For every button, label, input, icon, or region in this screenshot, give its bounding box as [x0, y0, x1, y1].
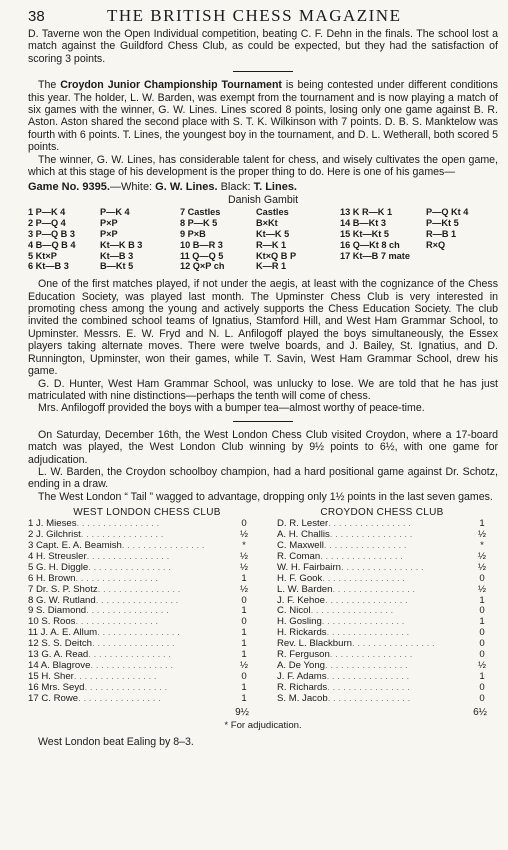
west-london-player-name: 9 S. Diamond — [28, 606, 87, 617]
player-score: 1 — [241, 605, 247, 617]
leader-dots: . . . . . . . . . . . . . . . . — [320, 551, 403, 562]
west-london-player-name: 16 Mrs. Seyd — [28, 682, 85, 693]
player-row — [277, 672, 487, 683]
page-number: 38 — [28, 8, 45, 25]
player-row — [277, 650, 487, 661]
leader-dots: . . . . . . . . . . . . . . . . — [95, 595, 179, 606]
croydon-player-name: R. Coman — [277, 551, 321, 562]
leader-dots: . . . . . . . . . . . . . . . . — [327, 693, 411, 704]
leader-dots: . . . . . . . . . . . . . . . . — [121, 540, 205, 551]
player-row — [277, 694, 487, 705]
move: 3 P—Q B 3 — [28, 229, 75, 240]
player-score: 0 — [241, 670, 247, 682]
move: R—B 1 — [426, 229, 457, 240]
move: 5 Kt×P — [28, 250, 57, 261]
leader-dots: . . . . . . . . . . . . . . . . — [75, 573, 159, 584]
move: P×P — [100, 229, 118, 240]
player-score: 0 — [479, 692, 485, 704]
paragraph-tail: The West London “ Tail ” wagged to advantage, dropping only 1½ points in the last seven games. — [38, 490, 493, 503]
player-score: 0 — [479, 605, 485, 617]
page-header — [28, 6, 498, 28]
move: P×P — [100, 218, 118, 229]
player-score: ½ — [477, 659, 486, 671]
move: Kt—B 3 — [100, 250, 134, 261]
move: R—K 1 — [256, 239, 287, 250]
text-span: is being contested under different conditions this year. The holder, L. W. Barden, was exempt from the tournament and is now playing a match of six games with the winner, G. W. Lines. Lines scored 8 points, losing only one game against B. R. Aston. Aston shared the second place with S. T. K. Wilkinson with 7 points. D. B. S. Manktelow was fourth with 6 points. T. Lines, the youngest boy in the tournament, and D. L. Wetherall, both scored 5 points. — [28, 79, 498, 154]
croydon-player-name: S. M. Jacob — [277, 693, 328, 704]
player-score: 0 — [479, 649, 485, 661]
west-london-player-name: 12 S. S. Deitch — [28, 639, 92, 650]
right-total: 6½ — [473, 706, 487, 718]
leader-dots: . . . . . . . . . . . . . . . . — [326, 628, 410, 639]
black-player: T. Lines. — [253, 181, 297, 194]
player-row — [28, 683, 249, 694]
leader-dots: . . . . . . . . . . . . . . . . — [90, 660, 174, 671]
leader-dots: . . . . . . . . . . . . . . . . — [352, 639, 435, 650]
player-score: ½ — [239, 583, 248, 595]
move-column — [28, 207, 100, 272]
paragraph-hunter: G. D. Hunter, West Ham Grammar School, was unlucky to lose. We are told that he has just matriculated with nine distinctions—perhaps the tenth will come of chess. — [28, 377, 498, 402]
player-row — [277, 552, 487, 563]
player-score: 1 — [479, 670, 485, 682]
player-score: 1 — [479, 594, 485, 606]
paragraph-barden: L. W. Barden, the Croydon schoolboy champion, had a hard positional game against Dr. Schotz, ending in a draw. — [28, 465, 498, 491]
magazine-title: THE BRITISH CHESS MAGAZINE — [107, 6, 402, 25]
croydon-player-name: D. R. Lester — [277, 519, 329, 530]
white-label: —White: — [109, 181, 156, 194]
move: P—K 4 — [100, 207, 130, 218]
section-divider — [233, 421, 293, 422]
west-london-player-name: 4 H. Streusler — [28, 551, 87, 562]
player-row — [277, 530, 487, 541]
leader-dots: . . . . . . . . . . . . . . . . — [84, 682, 168, 693]
player-score: 0 — [241, 616, 247, 628]
move: P—Kt 5 — [426, 218, 459, 229]
west-london-player-name: 2 J. Gilchrist — [28, 530, 81, 541]
player-score: 1 — [241, 572, 247, 584]
player-score: 0 — [479, 681, 485, 693]
move: Kt—K B 3 — [100, 239, 143, 250]
croydon-player-name: H. Gosling — [277, 617, 322, 628]
player-row — [277, 574, 487, 585]
move-column — [340, 207, 426, 272]
leader-dots: . . . . . . . . . . . . . . . . — [97, 584, 181, 595]
player-score: * — [242, 539, 246, 551]
west-london-player-name: 13 G. A. Read — [28, 650, 89, 661]
leader-dots: . . . . . . . . . . . . . . . . — [78, 693, 161, 704]
player-score: * — [480, 539, 484, 551]
match-totals — [28, 707, 498, 718]
player-row — [277, 606, 487, 617]
player-score: 1 — [241, 692, 247, 704]
leader-dots: . . . . . . . . . . . . . . . . — [80, 530, 164, 541]
leader-dots: . . . . . . . . . . . . . . . . — [76, 519, 160, 530]
paragraph-taverne: D. Taverne won the Open Individual competition, beating C. F. Dehn in the finals. The school lost a match against the Guildford Chess Club, as could be expected, but they had the satisfaction of scoring 3 points. — [28, 28, 498, 65]
leader-dots: . . . . . . . . . . . . . . . . — [329, 530, 413, 541]
move: B—Kt 5 — [100, 261, 134, 272]
move: 10 B—R 3 — [180, 239, 223, 250]
west-london-player-name: 6 H. Brown — [28, 573, 76, 584]
west-london-player-name: 3 Capt. E. A. Beamish — [28, 540, 122, 551]
move: 13 K R—K 1 — [340, 207, 393, 218]
player-score: ½ — [239, 529, 248, 541]
leader-dots: . . . . . . . . . . . . . . . . — [322, 573, 405, 584]
black-label: Black: — [217, 181, 254, 194]
west-london-player-name: 5 G. H. Diggle — [28, 562, 89, 573]
player-row — [28, 628, 249, 639]
move-column — [180, 207, 256, 272]
adjudication-footnote: * For adjudication. — [224, 719, 302, 731]
move: 2 P—Q 4 — [28, 218, 66, 229]
move: R×Q — [426, 239, 446, 250]
player-score: 0 — [479, 627, 485, 639]
leader-dots: . . . . . . . . . . . . . . . . — [328, 519, 411, 530]
player-score: 0 — [479, 572, 485, 584]
leader-dots: . . . . . . . . . . . . . . . . — [325, 595, 408, 606]
leader-dots: . . . . . . . . . . . . . . . . — [326, 671, 410, 682]
paragraph-upminster: One of the first matches played, if not under the aegis, at least with the cognizance of the Chess Education Society, was played last month. The Upminster Chess Club is very interested in promoting chess among the young and actively supports the Chess Education Society. The club invited the combined school teams of Ignatius, Stamford Hill, and West Ham Grammar School, to Upminster. Messrs. E. W. Fryd and N. L. Anfilogoff played the boys simultaneously, the Essex players taking alternate moves. There were twelve boards, and J. Bailey, St. Ignatius, and D. Runnington, Upminster, won their games, while T. Savin, West Ham Grammar School, drew his game. — [28, 278, 498, 378]
leader-dots: . . . . . . . . . . . . . . . . — [86, 551, 170, 562]
leader-dots: . . . . . . . . . . . . . . . . — [86, 606, 169, 617]
west-london-player-name: 14 A. Blagrove — [28, 660, 91, 671]
move: 16 Q—Kt 8 ch — [340, 239, 400, 250]
player-row — [277, 661, 487, 672]
player-score: 1 — [241, 638, 247, 650]
croydon-player-name: Rev. L. Blackburn — [277, 639, 353, 650]
player-score: 1 — [479, 616, 485, 628]
player-score: ½ — [477, 561, 486, 573]
move: 7 Castles — [180, 207, 221, 218]
leader-dots: . . . . . . . . . . . . . . . . — [332, 584, 416, 595]
player-row — [28, 563, 249, 574]
player-score: ½ — [239, 561, 248, 573]
player-row — [28, 672, 249, 683]
leader-dots: . . . . . . . . . . . . . . . . — [73, 671, 157, 682]
player-row — [277, 617, 487, 628]
croydon-player-name: R. Richards — [277, 682, 328, 693]
player-row — [28, 552, 249, 563]
croydon-player-name: J. F. Adams — [277, 671, 327, 682]
magazine-page — [28, 6, 498, 748]
player-score: 1 — [241, 627, 247, 639]
west-london-player-name: 11 J. A. E. Allum — [28, 628, 98, 639]
move: Kt×Q B P — [256, 250, 297, 261]
player-row — [28, 530, 249, 541]
move: 15 Kt—Kt 5 — [340, 229, 390, 240]
player-row — [277, 585, 487, 596]
move: 11 Q—Q 5 — [180, 250, 224, 261]
player-row — [28, 639, 249, 650]
leader-dots: . . . . . . . . . . . . . . . . — [92, 639, 175, 650]
move: 4 B—Q B 4 — [28, 239, 76, 250]
player-score: ½ — [477, 529, 486, 541]
west-london-player-name: 17 C. Rowe — [28, 693, 79, 704]
croydon-players — [277, 519, 487, 704]
player-score: ½ — [239, 550, 248, 562]
left-club-name: WEST LONDON CHESS CLUB — [73, 507, 221, 519]
leader-dots: . . . . . . . . . . . . . . . . — [327, 682, 410, 693]
leader-dots: . . . . . . . . . . . . . . . . — [97, 628, 180, 639]
player-row — [277, 628, 487, 639]
move: Kt—K 5 — [256, 229, 290, 240]
west-london-player-name: 10 S. Roos — [28, 617, 76, 628]
player-row — [28, 617, 249, 628]
player-score: ½ — [477, 583, 486, 595]
section-divider — [233, 71, 293, 72]
croydon-player-name: A. H. Challis — [277, 530, 330, 541]
match-table — [28, 507, 498, 730]
player-row — [277, 541, 487, 552]
player-score: 0 — [241, 594, 247, 606]
player-score: 1 — [241, 681, 247, 693]
player-score: 1 — [241, 649, 247, 661]
croydon-player-name: L. W. Barden — [277, 584, 333, 595]
croydon-player-name: C. Nicol — [277, 606, 311, 617]
leader-dots: . . . . . . . . . . . . . . . . — [75, 617, 159, 628]
paragraph-west-london: On Saturday, December 16th, the West London Chess Club visited Croydon, where a 17-board match was played, the West London Club winning by 9½ points to 6½, with one game for adjudication. — [28, 428, 498, 466]
white-player: G. W. Lines. — [155, 181, 218, 194]
leader-dots: . . . . . . . . . . . . . . . . — [88, 650, 171, 661]
move: B×Kt — [256, 218, 278, 229]
croydon-player-name: C. Maxwell — [277, 540, 324, 551]
move-column — [256, 207, 340, 272]
opening-name: Danish Gambit — [227, 194, 299, 207]
paragraph-tea: Mrs. Anfilogoff provided the boys with a bumper tea—almost worthy of peace-time. — [38, 402, 425, 415]
move: 9 P×B — [180, 229, 206, 240]
player-row — [28, 606, 249, 617]
move: 8 P—K 5 — [180, 218, 218, 229]
leader-dots: . . . . . . . . . . . . . . . . — [340, 562, 424, 573]
player-row — [28, 585, 249, 596]
text-span: The — [38, 79, 61, 92]
player-row — [277, 596, 487, 607]
croydon-player-name: H. F. Gook — [277, 573, 323, 584]
west-london-player-name: 15 H. Sher — [28, 671, 74, 682]
player-row — [277, 683, 487, 694]
player-row — [277, 563, 487, 574]
paragraph-croydon-junior — [28, 79, 498, 153]
leader-dots: . . . . . . . . . . . . . . . . — [325, 660, 408, 671]
right-club-name: CROYDON CHESS CLUB — [320, 507, 444, 519]
player-score: 0 — [241, 518, 247, 530]
left-total: 9½ — [235, 706, 249, 718]
move: 1 P—K 4 — [28, 207, 66, 218]
player-row — [28, 541, 249, 552]
player-score: 0 — [479, 638, 485, 650]
leader-dots: . . . . . . . . . . . . . . . . — [329, 650, 413, 661]
move: Castles — [256, 207, 289, 218]
player-row — [277, 639, 487, 650]
player-score: ½ — [477, 550, 486, 562]
west-london-player-name: 1 J. Mieses — [28, 519, 77, 530]
leader-dots: . . . . . . . . . . . . . . . . — [323, 540, 407, 551]
croydon-player-name: J. F. Kehoe — [277, 595, 325, 606]
move: 17 Kt—B 7 mate — [340, 250, 410, 261]
croydon-player-name: R. Ferguson — [277, 650, 330, 661]
match-rows — [28, 519, 498, 704]
player-row — [28, 596, 249, 607]
leader-dots: . . . . . . . . . . . . . . . . — [88, 562, 171, 573]
player-row — [28, 650, 249, 661]
west-london-player-name: 8 G. W. Rutland — [28, 595, 96, 606]
move: 14 B—Kt 3 — [340, 218, 386, 229]
move-column — [426, 207, 486, 272]
croydon-player-name: A. De Yong — [277, 660, 326, 671]
croydon-player-name: H. Rickards — [277, 628, 327, 639]
ealing-result: West London beat Ealing by 8–3. — [38, 735, 194, 748]
player-row — [28, 661, 249, 672]
move: K—R 1 — [256, 261, 287, 272]
player-row — [28, 694, 249, 705]
game-heading — [28, 181, 498, 193]
west-london-player-name: 7 Dr. S. P. Shotz — [28, 584, 98, 595]
player-score: ½ — [239, 659, 248, 671]
game-moves — [28, 207, 498, 272]
player-row — [28, 519, 249, 530]
game-number: Game No. 9395. — [28, 181, 110, 194]
move: 6 Kt—B 3 — [28, 261, 69, 272]
player-row — [28, 574, 249, 585]
croydon-player-name: W. H. Fairbairn — [277, 562, 341, 573]
club-headings — [28, 507, 498, 518]
player-row — [277, 519, 487, 530]
west-london-players — [28, 519, 249, 704]
leader-dots: . . . . . . . . . . . . . . . . — [321, 617, 405, 628]
tournament-name: Croydon Junior Championship Tournament — [60, 79, 282, 92]
leader-dots: . . . . . . . . . . . . . . . . — [310, 606, 394, 617]
paragraph-winner: The winner, G. W. Lines, has considerable talent for chess, and wisely cultivates the open game, which at this stage of his development is the proper thing to do. Here is one of his games— — [28, 153, 498, 179]
player-score: 1 — [479, 518, 485, 530]
move: P—Q Kt 4 — [426, 207, 469, 218]
move-column — [100, 207, 180, 272]
move: 12 Q×P ch — [180, 261, 225, 272]
